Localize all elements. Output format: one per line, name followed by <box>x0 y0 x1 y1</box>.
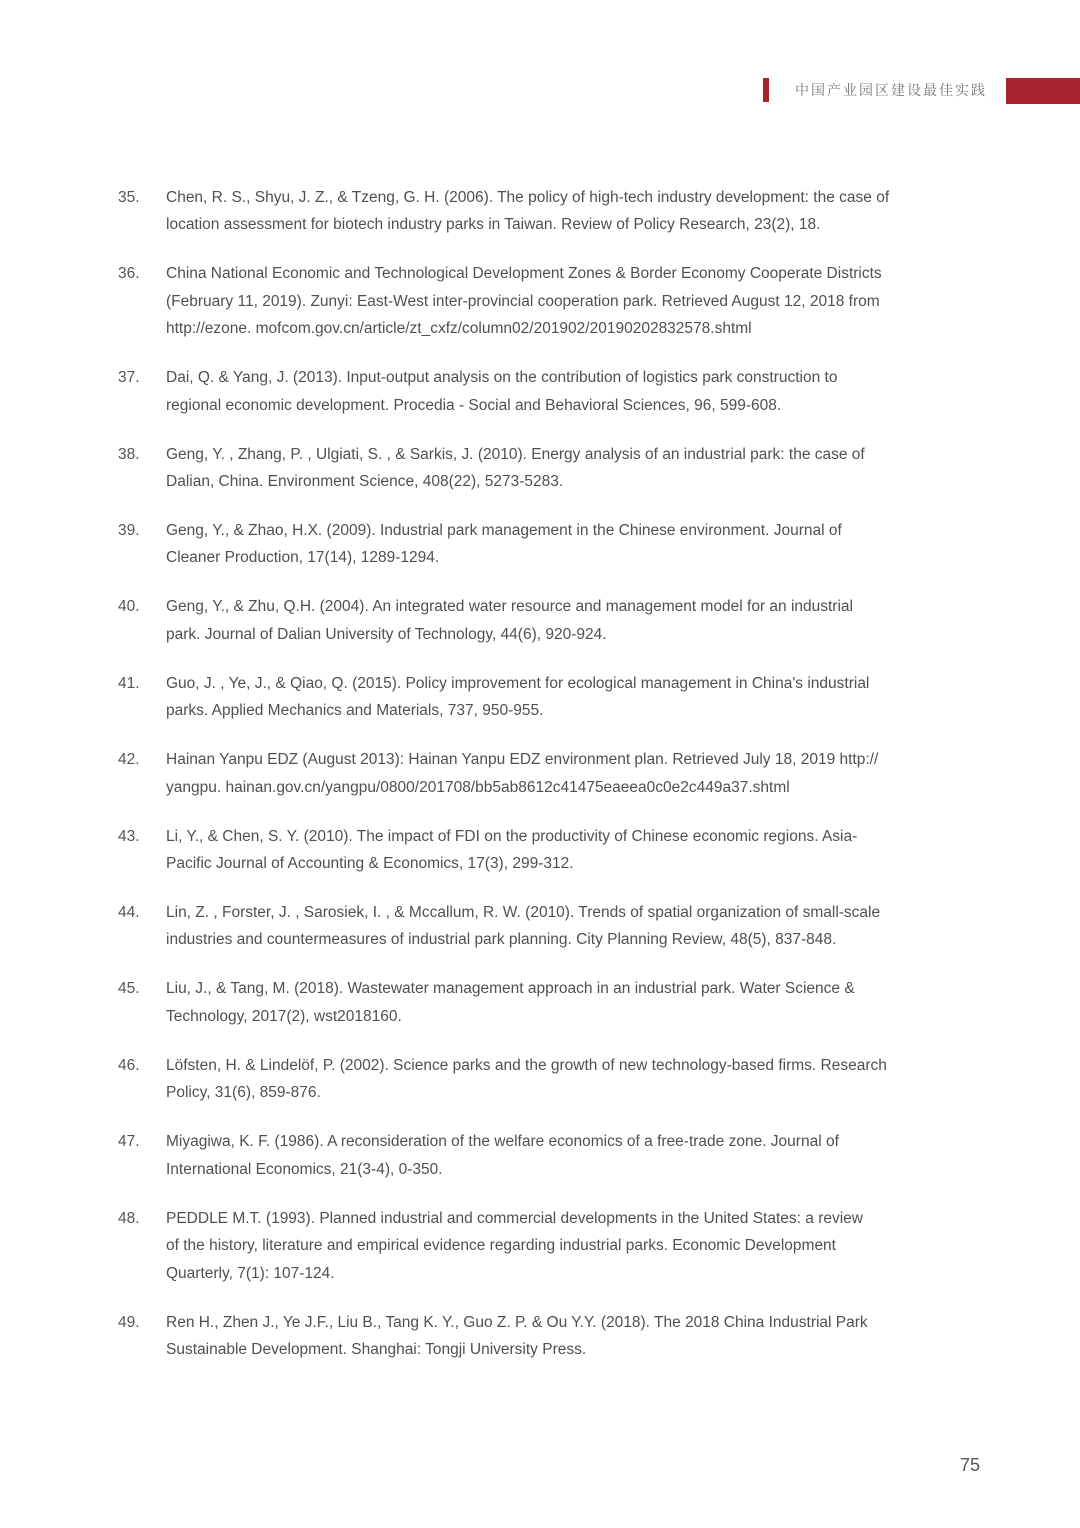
reference-text: Geng, Y. , Zhang, P. , Ulgiati, S. , & Sarkis, J. (2010). Energy analysis of an industrial park: the case of Dalian, China. Environment Science, 408(22), 5273-5283. <box>166 445 865 491</box>
reference-number: 47. <box>118 1133 140 1151</box>
reference-text: Hainan Yanpu EDZ (August 2013): Hainan Yanpu EDZ environment plan. Retrieved July 18, 2019 http:// yangpu. hainan.gov.cn/yangpu/0800/201708/bb5ab8612c41475eaeea0c0e2c449a37.shtml <box>166 751 879 796</box>
reference-text: Geng, Y., & Zhao, H.X. (2009). Industrial park management in the Chinese environment. Journal of Cleaner Production, 17(14), 1289-1294. <box>166 522 842 567</box>
page-number: 75 <box>959 1455 980 1475</box>
reference-number: 39. <box>118 522 140 540</box>
reference-number: 43. <box>118 827 140 845</box>
reference-number: 41. <box>118 674 140 692</box>
reference-item <box>118 364 948 419</box>
reference-number: 44. <box>118 904 140 922</box>
reference-text: Li, Y., & Chen, S. Y. (2010). The impact of FDI on the productivity of Chinese economic regions. Asia- Pacific Journal of Accounting & Economics, 17(3), 299-312. <box>166 827 858 873</box>
reference-text: Lin, Z. , Forster, J. , Sarosiek, I. , & Mccallum, R. W. (2010). Trends of spatial organization of small-scale industries and countermeasures of industrial park planning. City Planning Review, 48(5), 837-848. <box>166 904 881 949</box>
reference-number: 40. <box>118 598 140 616</box>
reference-number: 36. <box>118 265 140 283</box>
reference-item <box>118 899 948 954</box>
reference-item <box>118 441 948 496</box>
reference-item <box>118 184 948 239</box>
reference-text: Chen, R. S., Shyu, J. Z., & Tzeng, G. H. (2006). The policy of high-tech industry development: the case of location assessment for biotech industry parks in Taiwan. Review of Policy Research, 23(2), 18. <box>166 189 890 234</box>
reference-number: 46. <box>118 1056 140 1074</box>
reference-item <box>118 593 948 648</box>
reference-item <box>118 670 948 725</box>
reference-item <box>118 517 948 572</box>
reference-text: Löfsten, H. & Lindelöf, P. (2002). Science parks and the growth of new technology-based firms. Research Policy, 31(6), 859-876. <box>166 1056 887 1102</box>
reference-number: 37. <box>118 369 140 387</box>
reference-text: Geng, Y., & Zhu, Q.H. (2004). An integrated water resource and management model for an industrial park. Journal of Dalian University of Technology, 44(6), 920-924. <box>166 598 853 643</box>
reference-item <box>118 260 948 342</box>
reference-text: China National Economic and Technological Development Zones & Border Economy Cooperate Districts (February 11, 2019). Zunyi: East-West inter-provincial cooperation park. Retrieved August 12, 2018 from http://ezone. mofcom.gov.cn/article/zt_cxfz/column02/201902/20190202832578.shtml <box>166 265 882 338</box>
header-accent-bar-right <box>1006 78 1080 104</box>
header-accent-bar-left <box>763 78 769 102</box>
reference-number: 45. <box>118 980 140 998</box>
reference-list <box>118 184 948 1385</box>
reference-text: Miyagiwa, K. F. (1986). A reconsideration of the welfare economics of a free-trade zone. Journal of International Economics, 21(3-4), 0-350. <box>166 1133 839 1178</box>
reference-number: 42. <box>118 751 140 769</box>
reference-text: Ren H., Zhen J., Ye J.F., Liu B., Tang K. Y., Guo Z. P. & Ou Y.Y. (2018). The 2018 China Industrial Park Sustainable Development. Shanghai: Tongji University Press. <box>166 1313 868 1358</box>
reference-item <box>118 1205 948 1287</box>
running-header-title: 中国产业园区建设最佳实践 <box>795 83 987 99</box>
reference-number: 35. <box>118 189 140 206</box>
reference-number: 38. <box>118 445 140 463</box>
reference-item <box>118 1309 948 1364</box>
reference-item <box>118 975 948 1030</box>
reference-text: PEDDLE M.T. (1993). Planned industrial and commercial developments in the United States: a review of the history, literature and empirical evidence regarding industrial parks. Economic Development Quarterly, 7(1): 107-124. <box>166 1209 863 1282</box>
reference-number: 49. <box>118 1313 140 1331</box>
reference-item <box>118 1052 948 1107</box>
reference-text: Guo, J. , Ye, J., & Qiao, Q. (2015). Policy improvement for ecological management in China's industrial parks. Applied Mechanics and Materials, 737, 950-955. <box>166 674 870 720</box>
reference-item <box>118 823 948 878</box>
reference-item <box>118 1128 948 1183</box>
reference-text: Liu, J., & Tang, M. (2018). Wastewater management approach in an industrial park. Water Science & Technology, 2017(2), wst2018160. <box>166 980 855 1025</box>
reference-number: 48. <box>118 1209 140 1227</box>
reference-text: Dai, Q. & Yang, J. (2013). Input-output analysis on the contribution of logistics park construction to regional economic development. Procedia - Social and Behavioral Sciences, 96, 599-608. <box>166 369 838 414</box>
reference-item <box>118 746 948 801</box>
